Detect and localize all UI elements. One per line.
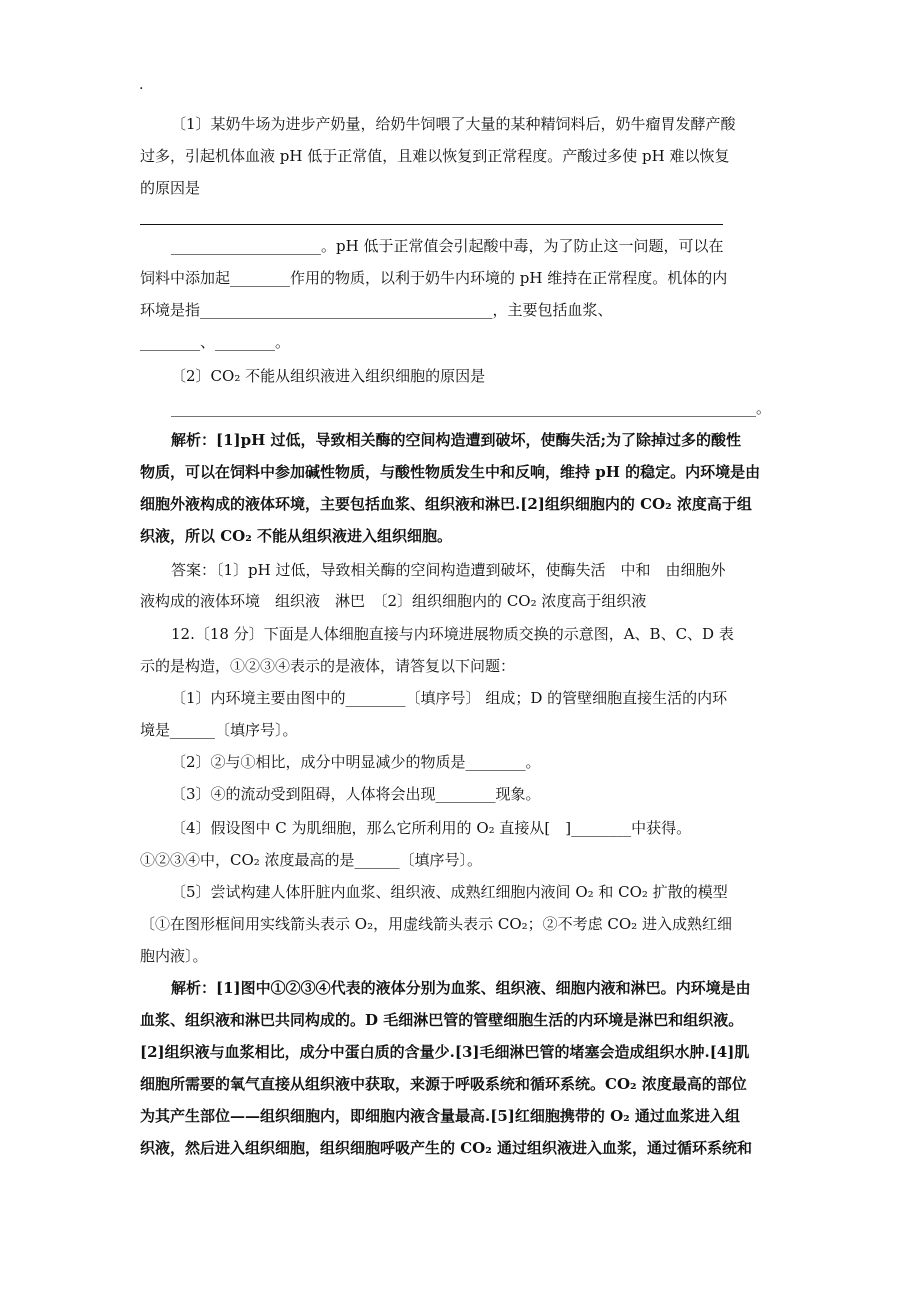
analysis2-line3: [2]组织液与血浆相比，成分中蛋白质的含量少.[3]毛细淋巴管的堵塞会造成组织水肿.[4]肌 [140, 1043, 750, 1061]
analysis1-line4: 织液，所以 CO₂ 不能从组织液进入组织细胞。 [140, 527, 453, 545]
q12-sub2: 〔2〕②与①相比，成分中明显减少的物质是________。 [171, 753, 541, 771]
analysis1-line1: 解析：[1]pH 过低，导致相关酶的空间构造遭到破坏，使酶失活;为了除掉过多的酸性 [171, 431, 742, 449]
q12-sub4-line1: 〔4〕假设图中 C 为肌细胞，那么它所利用的 O₂ 直接从[ ]________中获得。 [171, 819, 692, 837]
q11-part1-line5: 饲料中添加起________作用的物质，以利于奶牛内环境的 pH 维持在正常程度。机体的内 [140, 269, 728, 287]
q12-intro-line2: 示的是构造，①②③④表示的是液体，请答复以下问题： [140, 657, 516, 675]
q12-sub1-line1: 〔1〕内环境主要由图中的________〔填序号〕 组成；D 的管壁细胞直接生活的内环 [171, 689, 728, 707]
answer1-line1: 答案：〔1〕pH 过低，导致相关酶的空间构造遭到破坏，使酶失活 中和 由细胞外 [171, 561, 726, 579]
q12-sub1-line2: 境是______〔填序号〕。 [140, 721, 298, 739]
answer-blank-line [140, 224, 723, 225]
q11-part2-line2: ______________________________________________________________________________。 [171, 399, 772, 417]
q12-sub5-line1: 〔5〕尝试构建人体肝脏内血浆、组织液、成熟红细胞内液间 O₂ 和 CO₂ 扩散的模型 [171, 883, 728, 901]
q11-part1-line7: ________、________。 [140, 333, 291, 351]
analysis2-line6: 织液，然后进入组织细胞，组织细胞呼吸产生的 CO₂ 通过组织液进入血浆，通过循环系统和 [140, 1139, 753, 1157]
q12-sub3: 〔3〕④的流动受到阻碍，人体将会出现________现象。 [171, 785, 541, 803]
q11-part1-line2: 过多，引起机体血液 pH 低于正常值，且难以恢复到正常程度。产酸过多使 pH 难以恢复 [140, 147, 730, 165]
q12-intro-line1: 12.〔18 分〕下面是人体细胞直接与内环境进展物质交换的示意图，A、B、C、D 表 [171, 625, 734, 643]
q11-part2-line1: 〔2〕CO₂ 不能从组织液进入组织细胞的原因是 [171, 367, 486, 385]
analysis1-line2: 物质，可以在饲料中参加碱性物质，与酸性物质发生中和反响，维持 pH 的稳定。内环境是由 [140, 463, 761, 481]
analysis2-line2: 血浆、组织液和淋巴共同构成的。D 毛细淋巴管的管壁细胞生活的内环境是淋巴和组织液。 [140, 1011, 744, 1029]
analysis2-line1: 解析：[1]图中①②③④代表的液体分别为血浆、组织液、细胞内液和淋巴。内环境是由 [171, 979, 751, 997]
q12-sub5-line3: 胞内液〕。 [140, 947, 208, 965]
q12-sub5-line2: 〔①在图形框间用实线箭头表示 O₂，用虚线箭头表示 CO₂；②不考虑 CO₂ 进入成熟红细 [140, 915, 732, 933]
analysis1-line3: 细胞外液构成的液体环境，主要包括血浆、组织液和淋巴.[2]组织细胞内的 CO₂ 浓度高于组 [140, 495, 752, 513]
q11-part1-line1: 〔1〕某奶牛场为进步产奶量，给奶牛饲喂了大量的某种精饲料后，奶牛瘤胃发酵产酸 [171, 115, 736, 133]
q11-part1-line3: 的原因是 [140, 179, 201, 197]
analysis2-line5: 为其产生部位——组织细胞内，即细胞内液含量最高.[5]红细胞携带的 O₂ 通过血浆进入组 [140, 1107, 740, 1125]
q12-sub4-line2: ①②③④中，CO₂ 浓度最高的是______〔填序号〕。 [140, 851, 483, 869]
q11-part1-line4: ____________________。pH 低于正常值会引起酸中毒，为了防止这一问题，可以在 [171, 237, 724, 255]
q11-part1-line6: 环境是指_______________________________________，主要包括血浆、 [140, 301, 613, 319]
page-mark: . [139, 77, 144, 93]
answer1-line2: 液构成的液体环境 组织液 淋巴 〔2〕组织细胞内的 CO₂ 浓度高于组织液 [140, 592, 647, 610]
analysis2-line4: 细胞所需要的氧气直接从组织液中获取，来源于呼吸系统和循环系统。CO₂ 浓度最高的部位 [140, 1075, 747, 1093]
